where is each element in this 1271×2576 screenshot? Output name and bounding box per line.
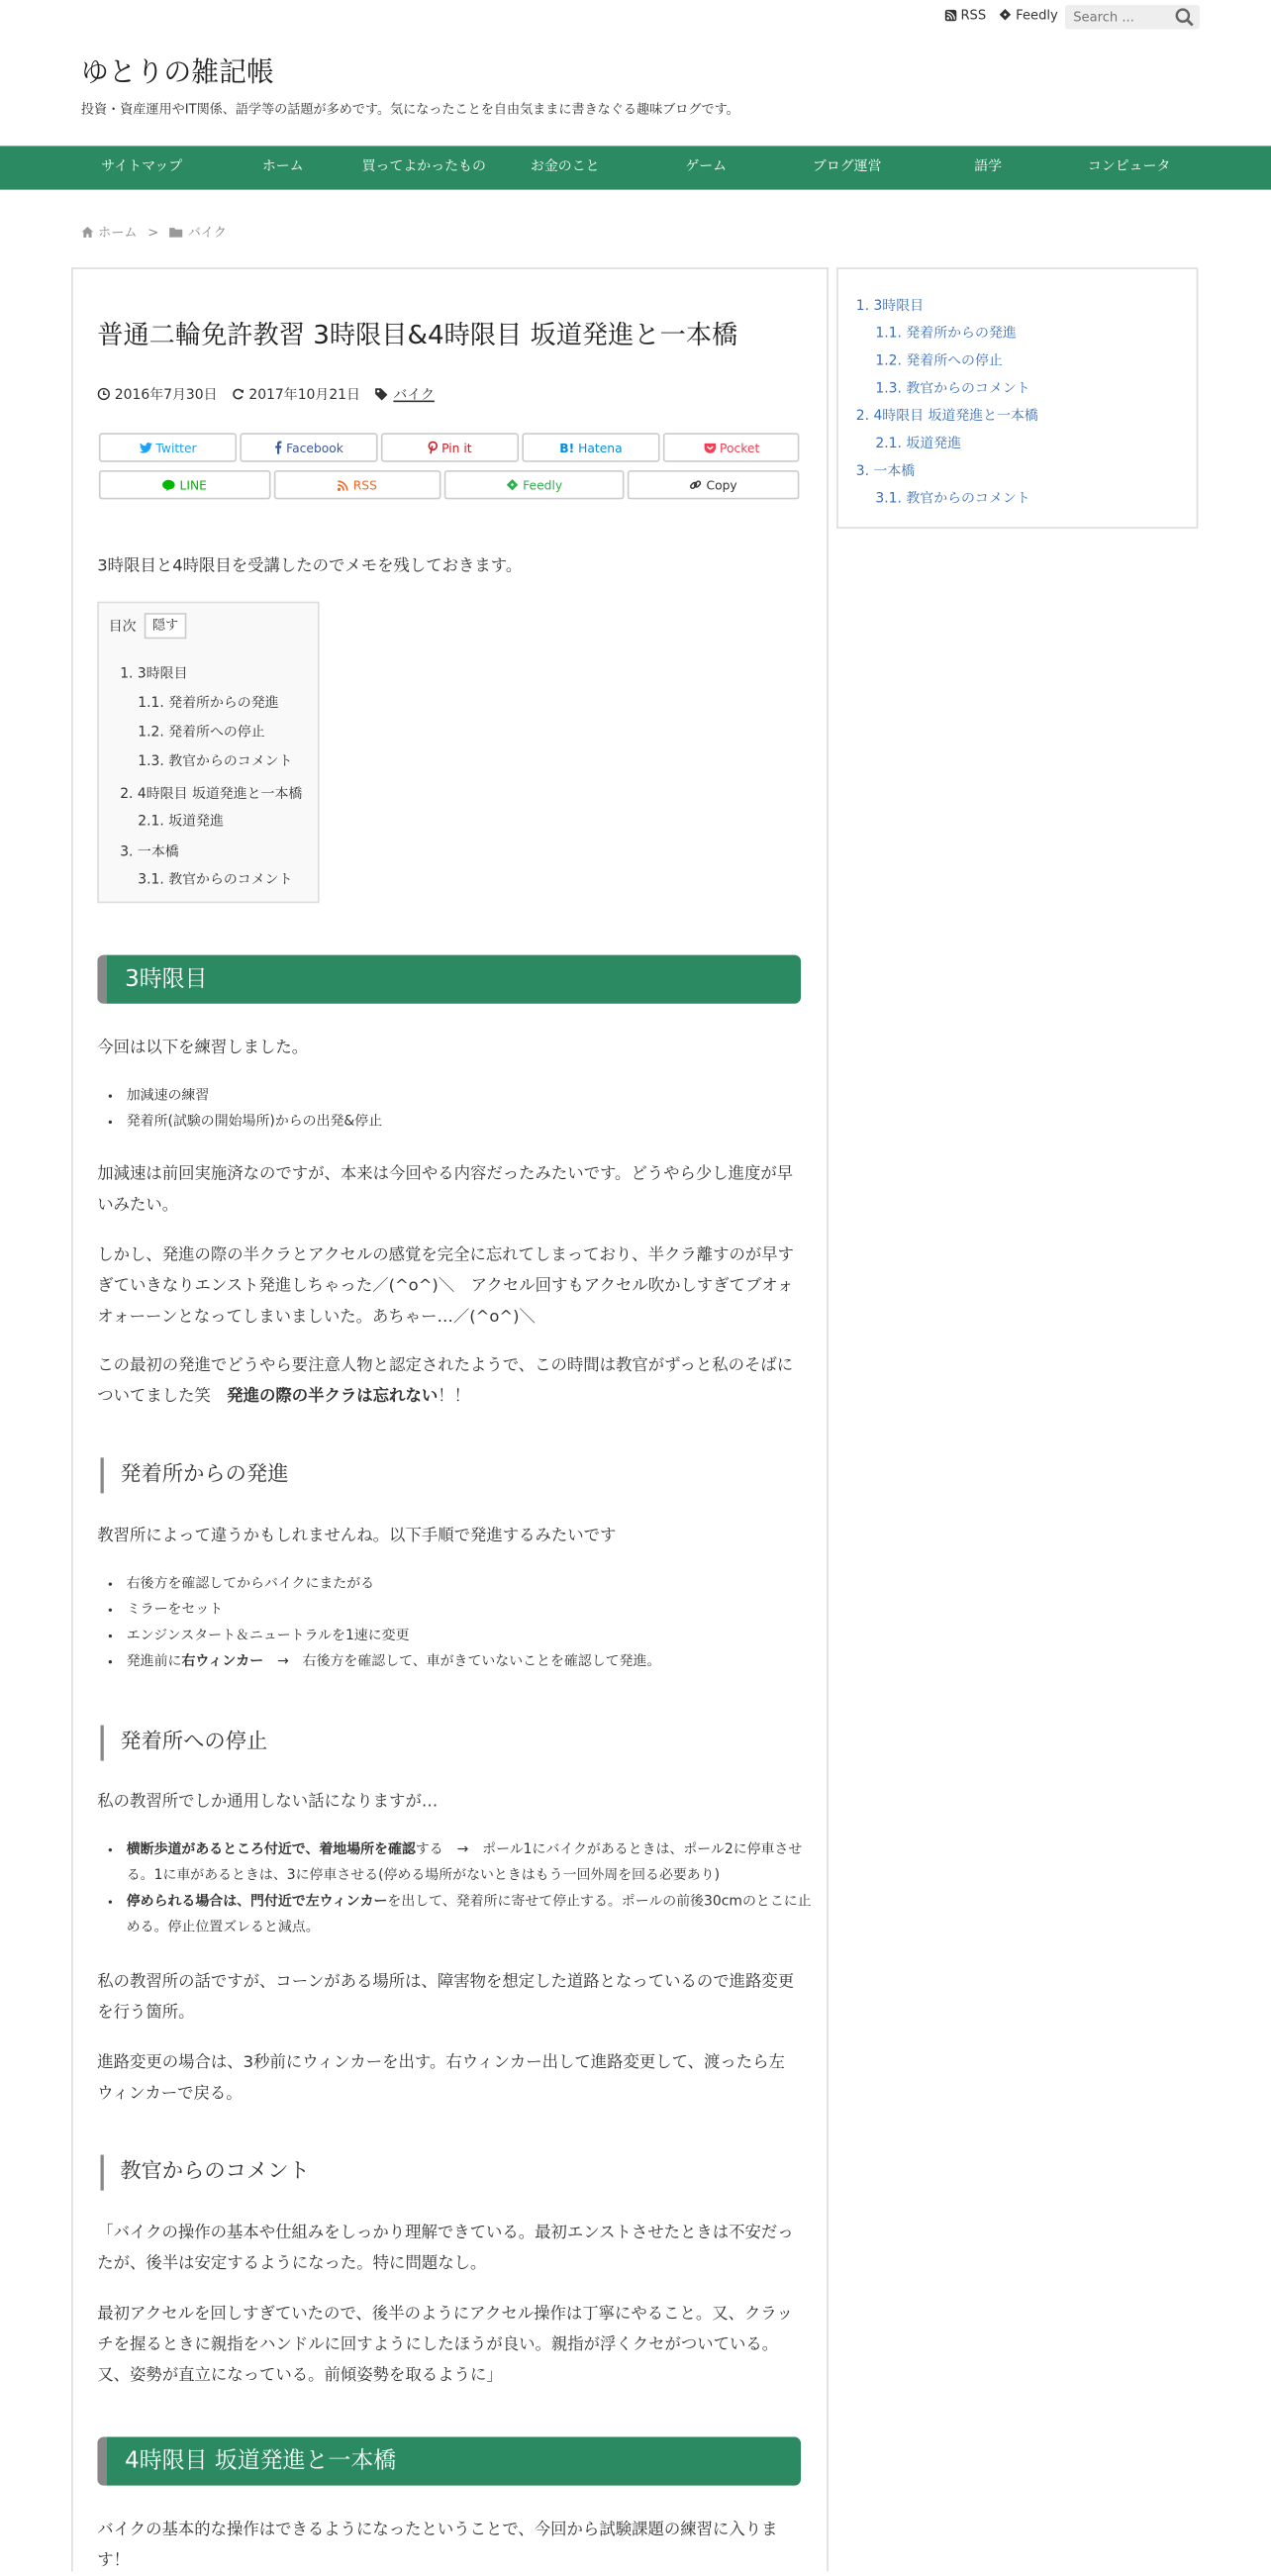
share-pinterest-label: Pin it bbox=[441, 441, 472, 456]
sub3-paragraph: 「バイクの操作の基本や仕組みをしっかり理解できている。最初エンストさせたときは不安だったが、後半は安定するようになった。特に問題なし。 bbox=[97, 2225, 794, 2274]
home-icon bbox=[81, 226, 94, 239]
nav-item-language[interactable]: 語学 bbox=[974, 158, 1003, 175]
share-hatena-label: Hatena bbox=[578, 441, 623, 456]
rss-icon bbox=[945, 10, 956, 21]
list-item-bold-text: 停められる場合は、門付近で左ウィンカー bbox=[126, 1893, 388, 1911]
feedly-share-icon bbox=[506, 478, 519, 491]
rss-link[interactable] bbox=[945, 8, 986, 23]
breadcrumb-category[interactable]: バイク bbox=[187, 225, 227, 241]
nav-item-blog[interactable]: ブログ運営 bbox=[812, 158, 882, 175]
search-icon[interactable] bbox=[1174, 7, 1195, 28]
share-facebook-button[interactable] bbox=[240, 433, 377, 461]
sidebar-toc-item[interactable]: 1. 3時限目 bbox=[855, 298, 925, 315]
search-input[interactable] bbox=[1073, 8, 1170, 26]
post-meta bbox=[97, 384, 435, 404]
link-icon bbox=[690, 478, 703, 491]
paragraph-bold-text: 発進の際の半クラは忘れない bbox=[227, 1387, 439, 1406]
folder-icon bbox=[169, 226, 184, 239]
share-copy-button[interactable] bbox=[628, 470, 800, 499]
list-item-bold-text: 横断歩道があるところ付近で、着地場所を確認 bbox=[126, 1841, 416, 1858]
top-bar bbox=[0, 0, 1271, 36]
breadcrumb-separator: > bbox=[147, 225, 159, 241]
share-twitter-button[interactable] bbox=[99, 433, 237, 461]
nav-item-good-buys[interactable]: 買ってよかったもの bbox=[361, 158, 486, 175]
list-item-text: する → ポール1にバイクがあるときは、ポール2に停車させる。1に車があるときは、3に停車させる(停める場所がないときはもう一回外周を回る必要あり) bbox=[126, 1841, 803, 1885]
subheading-stop: 発着所への停止 bbox=[101, 1726, 268, 1761]
share-facebook-label: Facebook bbox=[286, 441, 343, 456]
list-item-text: → 右後方を確認して、車がきていないことを確認して発進。 bbox=[263, 1653, 661, 1670]
section1-paragraph: しかし、発進の際の半クラとアクセルの感覚を完全に忘れてしまっており、半クラ離すのが早すぎていきなりエンスト発進しちゃった／(^o^)＼ アクセル回すもアクセル吹かしすぎてブオォオォーーンとなってしまいましいた。あちゃー…／(^o^)＼ bbox=[97, 1246, 795, 1327]
share-pinterest-button[interactable] bbox=[381, 433, 519, 461]
list-item: • 発着所(試験の開始場所)からの出発&停止 bbox=[127, 1109, 824, 1135]
toc-title: 目次 bbox=[108, 619, 137, 636]
sidebar-toc-item[interactable]: 1.3. 教官からのコメント bbox=[875, 380, 1030, 398]
share-line-label: LINE bbox=[179, 478, 207, 493]
pinterest-icon bbox=[428, 441, 438, 453]
toc-item[interactable]: 2.1. 坂道発進 bbox=[138, 814, 224, 831]
sub1-list bbox=[97, 1571, 824, 1675]
table-of-contents bbox=[97, 602, 319, 904]
feedly-link[interactable] bbox=[999, 8, 1058, 23]
nav-item-game[interactable]: ゲーム bbox=[685, 158, 728, 175]
sub2-list bbox=[97, 1837, 824, 1941]
share-rss-button[interactable] bbox=[274, 470, 441, 499]
nav-item-computer[interactable]: コンピュータ bbox=[1087, 158, 1171, 175]
sub2-paragraph: 私の教習所でしか通用しない話になりますが… bbox=[97, 1793, 439, 1812]
sidebar-toc-item[interactable]: 2.1. 坂道発進 bbox=[875, 436, 962, 452]
section-heading-3rd-period: 3時限目 bbox=[97, 955, 801, 1004]
list-item: • ミラーをセット bbox=[127, 1597, 824, 1623]
toc-item[interactable]: 3. 一本橋 bbox=[120, 844, 179, 861]
site-description: 投資・資産運用やIT関係、語学等の話題が多めです。気になったことを自由気ままに書きなぐる趣味ブログです。 bbox=[80, 102, 739, 117]
paragraph-text: ！！ bbox=[438, 1387, 470, 1406]
sub2-paragraph: 私の教習所の話ですが、コーンがある場所は、障害物を想定した道路となっているので進路変更を行う箇所。 bbox=[97, 1973, 795, 2023]
rss-label: RSS bbox=[960, 8, 987, 23]
toc-item[interactable]: 2. 4時限目 坂道発進と一本橋 bbox=[120, 786, 303, 803]
section2-paragraph: バイクの基本的な操作はできるようになったということで、今回から試験課題の練習に入ります！ bbox=[97, 2521, 778, 2570]
breadcrumb-home[interactable]: ホーム bbox=[98, 225, 138, 241]
published-date: 2016年7月30日 bbox=[114, 387, 218, 404]
nav-item-sitemap[interactable]: サイトマップ bbox=[101, 158, 183, 175]
clock-icon bbox=[97, 387, 110, 400]
pocket-icon bbox=[703, 443, 716, 453]
list-item-text: を出して、発着所に寄せて停止する。ポールの前後30cmのとこに止める。停止位置ズレると減点。 bbox=[126, 1893, 812, 1936]
toc-item[interactable]: 1.3. 教官からのコメント bbox=[138, 753, 293, 770]
updated-date: 2017年10月21日 bbox=[248, 387, 360, 404]
tag-icon bbox=[374, 387, 389, 400]
share-pocket-button[interactable] bbox=[663, 433, 800, 461]
toc-item[interactable]: 1.1. 発着所からの発進 bbox=[138, 695, 279, 712]
share-copy-label: Copy bbox=[706, 478, 737, 493]
section1-list bbox=[97, 1083, 824, 1135]
toc-hide-button[interactable]: 隠す bbox=[145, 613, 187, 639]
list-item bbox=[127, 1837, 824, 1889]
search-box bbox=[1065, 5, 1200, 30]
post-title: 普通二輪免許教習 3時限目&4時限目 坂道発進と一本橋 bbox=[97, 319, 738, 350]
post-category-link[interactable]: バイク bbox=[393, 387, 435, 404]
share-hatena-button[interactable] bbox=[522, 433, 659, 461]
share-twitter-label: Twitter bbox=[155, 441, 197, 456]
sidebar-toc-item[interactable]: 3.1. 教官からのコメント bbox=[875, 491, 1030, 508]
share-feedly-button[interactable] bbox=[444, 470, 625, 499]
sidebar-toc-item[interactable]: 2. 4時限目 坂道発進と一本橋 bbox=[855, 408, 1038, 426]
sub1-paragraph: 教習所によって違うかもしれませんね。以下手順で発進するみたいです bbox=[97, 1527, 617, 1545]
sub2-paragraph: 進路変更の場合は、3秒前にウィンカーを出す。右ウィンカー出して進路変更して、渡ったら左ウィンカーで戻る。 bbox=[97, 2054, 785, 2104]
share-rss-label: RSS bbox=[352, 478, 377, 493]
nav-item-home[interactable]: ホーム bbox=[261, 158, 304, 175]
list-item: • 右後方を確認してからバイクにまたがる bbox=[127, 1571, 824, 1597]
rss-share-icon bbox=[338, 480, 348, 491]
paragraph-text: この最初の発進でどうやら要注意人物と認定されたようで、この時間は教官がずっと私のそばについてました笑 bbox=[97, 1356, 794, 1406]
main-nav bbox=[0, 146, 1271, 189]
list-item-text: 発進前に bbox=[126, 1653, 182, 1670]
hatena-icon: B! bbox=[559, 441, 575, 456]
subheading-instructor-comment: 教官からのコメント bbox=[101, 2155, 310, 2191]
breadcrumb bbox=[81, 224, 227, 242]
twitter-icon bbox=[139, 443, 151, 453]
share-pocket-label: Pocket bbox=[719, 441, 760, 456]
share-line-button[interactable] bbox=[99, 470, 271, 499]
feedly-icon bbox=[999, 8, 1012, 21]
toc-item[interactable]: 1. 3時限目 bbox=[120, 666, 188, 683]
section1-paragraph: 今回は以下を練習しました。 bbox=[97, 1039, 309, 1057]
refresh-icon bbox=[232, 387, 244, 400]
section1-paragraph bbox=[97, 1350, 801, 1412]
toc-item[interactable]: 1.2. 発着所への停止 bbox=[138, 725, 265, 742]
sidebar-toc-item[interactable]: 3. 一本橋 bbox=[855, 463, 916, 480]
sidebar-toc bbox=[836, 267, 1198, 529]
subheading-departure: 発着所からの発進 bbox=[101, 1457, 289, 1493]
intro-text: 3時限目と4時限目を受講したのでメモを残しておきます。 bbox=[97, 557, 523, 576]
sidebar-toc-item[interactable]: 1.2. 発着所への停止 bbox=[875, 353, 1003, 370]
site-title[interactable]: ゆとりの雑記帳 bbox=[80, 56, 274, 90]
section1-paragraph: 加減速は前回実施済なのですが、本来は今回やる内容だったみたいです。どうやら少し進度が早いみたい。 bbox=[97, 1165, 794, 1215]
line-icon bbox=[162, 480, 175, 491]
feedly-label: Feedly bbox=[1016, 8, 1058, 23]
list-item-bold-text: 右ウィンカー bbox=[181, 1653, 264, 1670]
facebook-icon bbox=[274, 441, 282, 453]
list-item bbox=[127, 1649, 824, 1675]
share-feedly-label: Feedly bbox=[523, 478, 563, 493]
list-item bbox=[127, 1889, 824, 1940]
sub3-paragraph: 最初アクセルを回しすぎていたので、後半のようにアクセル操作は丁寧にやること。又、クラッチを握るときに親指をハンドルに回すようにしたほうが良い。親指が浮くクセがついている。又、姿勢が直立になっている。前傾姿勢を取るように」 bbox=[97, 2305, 793, 2386]
nav-item-money[interactable]: お金のこと bbox=[530, 158, 600, 175]
toc-item[interactable]: 3.1. 教官からのコメント bbox=[138, 872, 293, 889]
sidebar-toc-item[interactable]: 1.1. 発着所からの発進 bbox=[875, 326, 1017, 343]
list-item: • エンジンスタート＆ニュートラルを1速に変更 bbox=[127, 1623, 824, 1648]
list-item: • 加減速の練習 bbox=[127, 1083, 824, 1109]
section-heading-4th-period: 4時限目 坂道発進と一本橋 bbox=[97, 2437, 801, 2486]
